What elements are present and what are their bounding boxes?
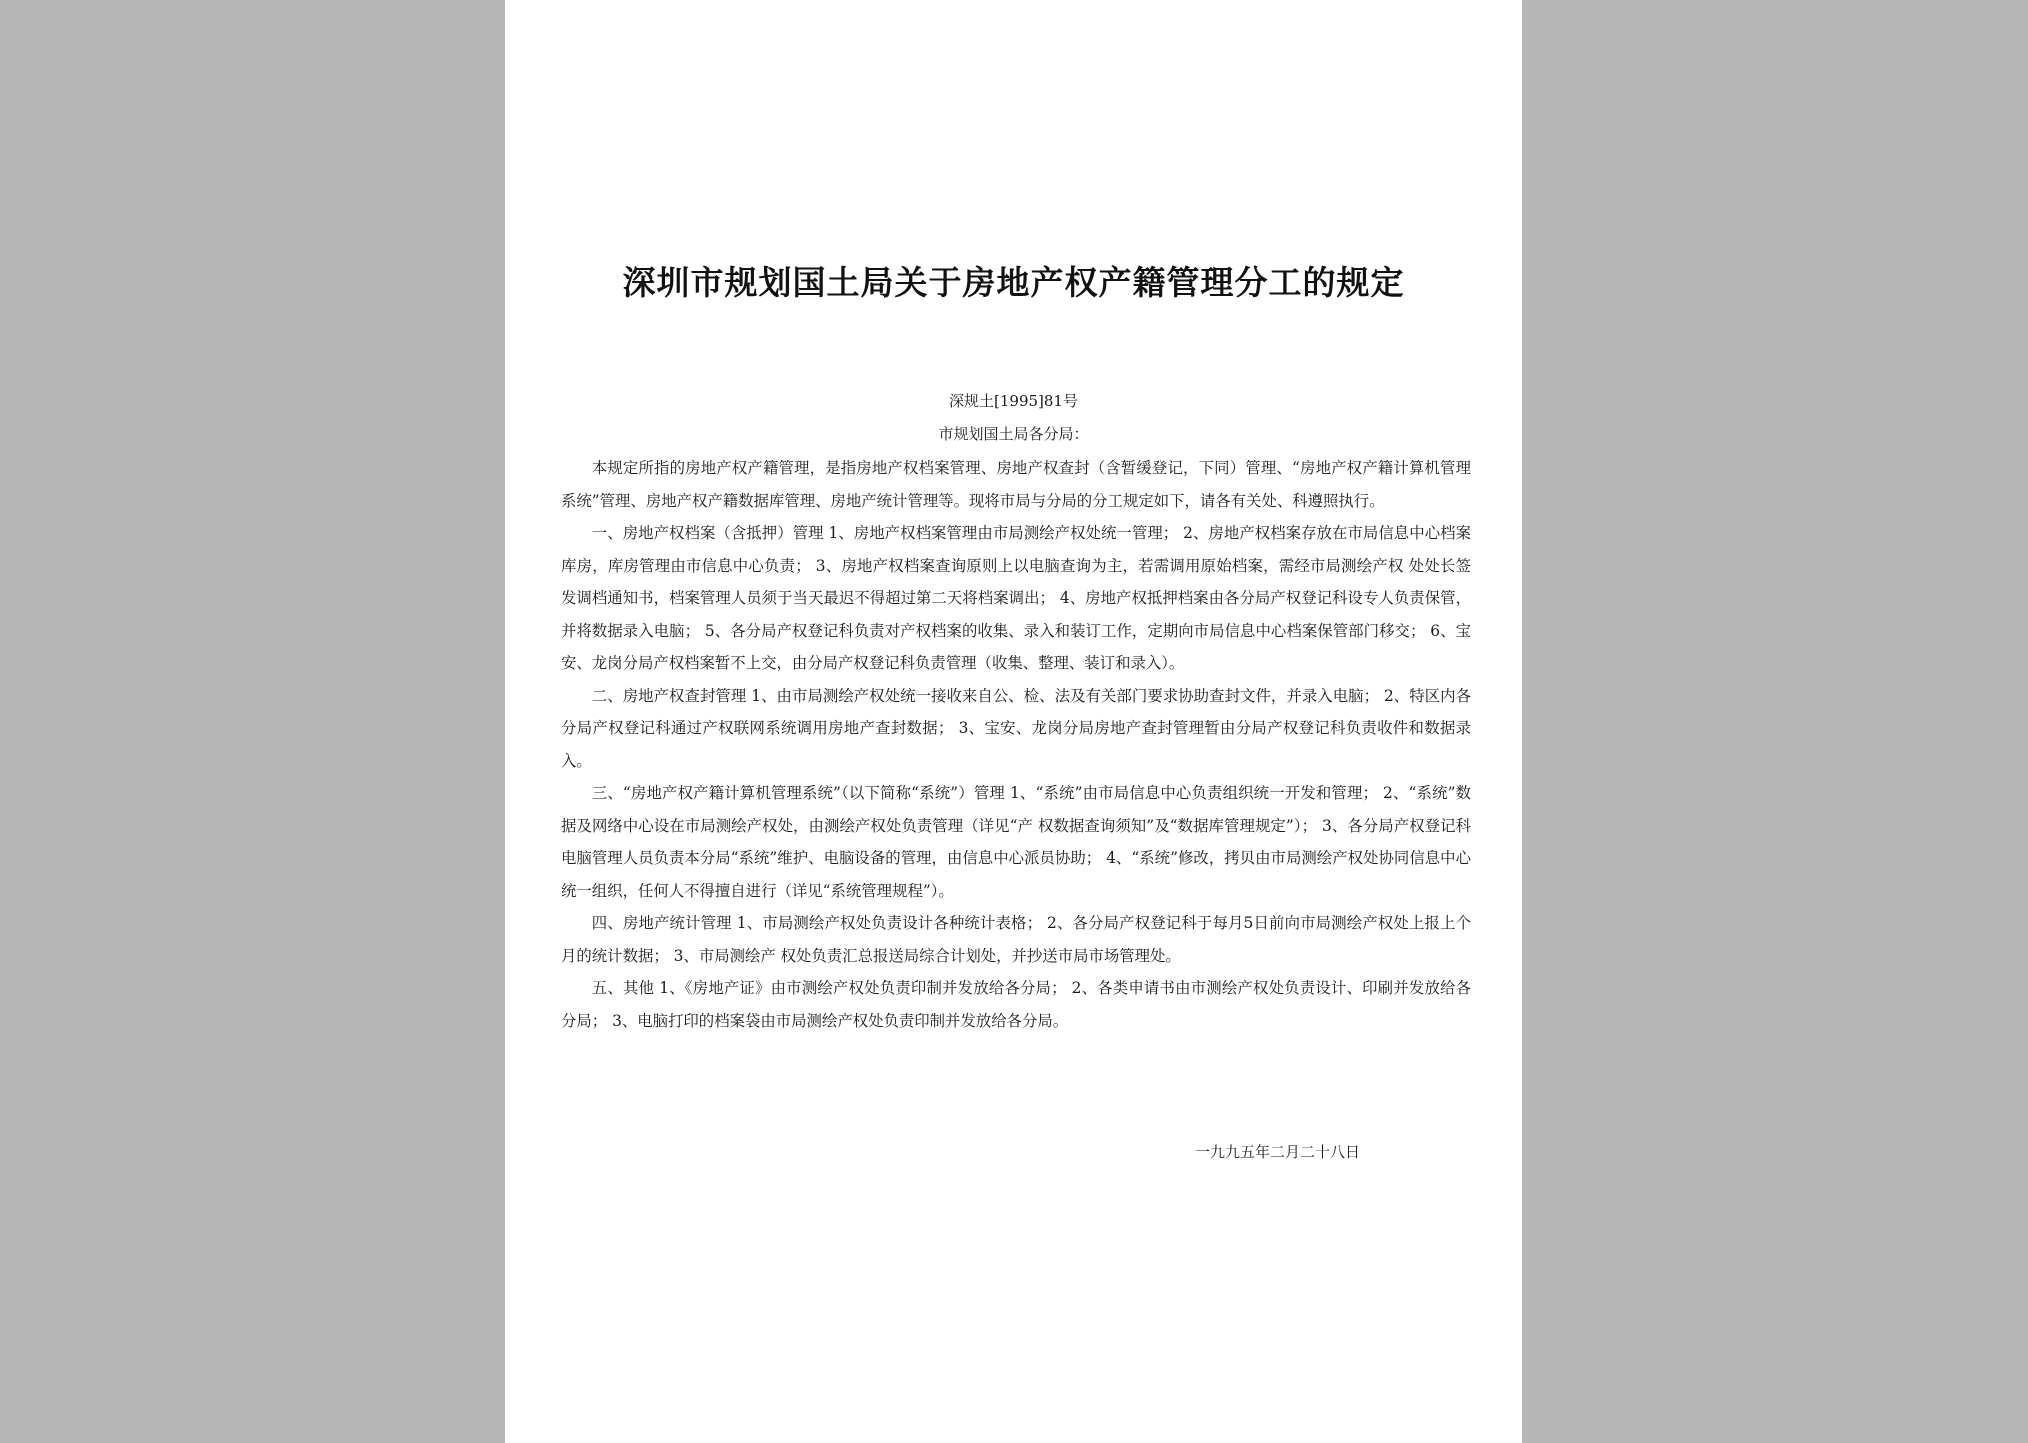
document-number: 深规土[1995]81号	[949, 392, 1078, 410]
document-title: 深圳市规划国土局关于房地产权产籍管理分工的规定	[622, 263, 1405, 302]
paragraph-intro: 本规定所指的房地产权产籍管理，是指房地产权档案管理、房地产权查封（含暂缓登记，下同）管理、“房地产权产籍计算机管理系统”管理、房地产权产籍数据库管理、房地产统计管理等。现将市局与分局的分工规定如下，请各有关处、科遵照执行。	[561, 459, 1471, 510]
paragraph-section-4: 四、房地产统计管理 1、市局测绘产权处负责设计各种统计表格； 2、各分局产权登记科于每月5日前向市局测绘产权处上报上个月的统计数据； 3、市局测绘产 权处负责汇总报送局综合计划处，并抄送市局市场管理处。	[561, 914, 1471, 965]
paragraph-section-3: 三、“房地产权产籍计算机管理系统”（以下简称“系统”）管理 1、“系统”由市局信息中心负责组织统一开发和管理； 2、“系统”数据及网络中心设在市局测绘产权处，由测绘产权处负责管理（详见“产 权数据查询须知”及“数据库管理规定”）； 3、各分局产权登记科电脑管理人员负责本分局“系统”维护、电脑设备的管理，由信息中心派员协助； 4、“系统”修改，拷贝由市局测绘产权处协同信息中心统一组织，任何人不得擅自进行（详见“系统管理规程”）。	[561, 784, 1471, 900]
document-body	[561, 452, 1471, 1037]
document-page	[505, 0, 1522, 1443]
addressee: 市规划国土局各分局：	[938, 425, 1089, 443]
paragraph-section-2: 二、房地产权查封管理 1、由市局测绘产权处统一接收来自公、检、法及有关部门要求协助查封文件，并录入电脑； 2、特区内各分局产权登记科通过产权联网系统调用房地产查封数据； 3、宝安、龙岗分局房地产查封管理暂由分局产权登记科负责收件和数据录入。	[561, 686, 1471, 770]
paragraph-section-5: 五、其他 1、《房地产证》由市测绘产权处负责印制并发放给各分局； 2、各类申请书由市测绘产权处负责设计、印刷并发放给各分局； 3、电脑打印的档案袋由市局测绘产权处负责印制并发放给各分局。	[561, 979, 1471, 1030]
document-date: 一九九五年二月二十八日	[1195, 1143, 1361, 1161]
paragraph-section-1: 一、房地产权档案（含抵押）管理 1、房地产权档案管理由市局测绘产权处统一管理； 2、房地产权档案存放在市局信息中心档案库房，库房管理由市信息中心负责； 3、房地产权档案查询原则上以电脑查询为主，若需调用原始档案，需经市局测绘产权 处处长签发调档通知书，档案管理人员须于当天最迟不得超过第二天将档案调出； 4、房地产权抵押档案由各分局产权登记科设专人负责保管，并将数据录入电脑； 5、各分局产权登记科负责对产权档案的收集、录入和装订工作，定期向市局信息中心档案保管部门移交； 6、宝安、龙岗分局产权档案暂不上交，由分局产权登记科负责管理（收集、整理、装订和录入）。	[561, 524, 1471, 672]
